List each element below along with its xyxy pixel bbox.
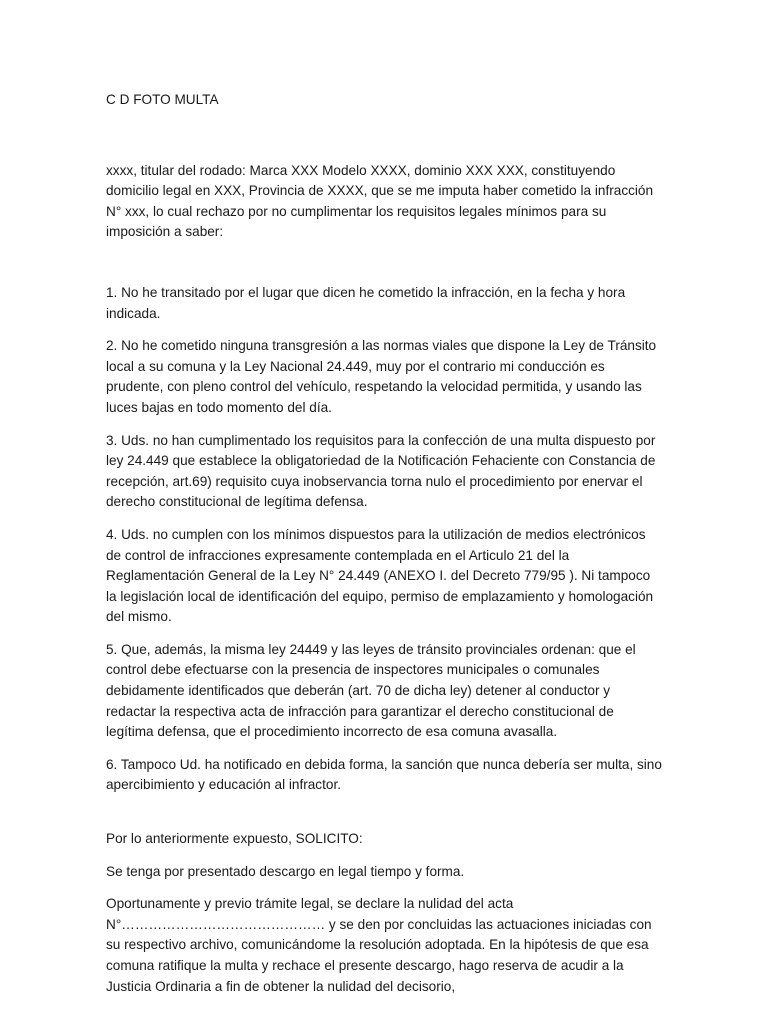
points-list: [106, 283, 662, 796]
document-title: C D FOTO MULTA: [106, 92, 219, 107]
request-paragraph: Oportunamente y previo trámite legal, se declare la nulidad del acta N°……………………………………… y se den por concluidas las actuaciones iniciadas con su respectivo archivo, comunicándome la resolución adoptada. En la hipótesis de que esa comuna ratifique la multa y rechace el presente descargo, hago reserva de acudir a la Justicia Ordinaria a fin de obtener la nulidad del decisorio,: [106, 896, 652, 994]
intro-paragraph: xxxx, titular del rodado: Marca XXX Modelo XXXX, dominio XXX XXX, constituyendo domicilio legal en XXX, Provincia de XXXX, que se me imputa haber cometido la infracción N° xxx, lo cual rechazo por no cumplimentar los requisitos legales mínimos para su imposición a saber:: [106, 162, 654, 240]
list-item: 3. Uds. no han cumplimentado los requisitos para la confección de una multa dispuesto por ley 24.449 que establece la obligatoriedad de la Notificación Fehaciente con Constancia de recepción, art.69) requisito cuya inobservancia torna nulo el procedimiento por enervar el derecho constitucional de legítima defensa.: [106, 432, 656, 510]
closing-section: [106, 829, 662, 997]
list-item: 2. No he cometido ninguna transgresión a las normas viales que dispone la Ley de Tránsito local a su comuna y la Ley Nacional 24.449, muy por el contrario mi conducción es prudente, con pleno control del vehículo, respetando la velocidad permitida, y usando las luces bajas en todo momento del día.: [106, 338, 657, 415]
document-body: [106, 90, 662, 1009]
request-paragraph: Se tenga por presentado descargo en legal tiempo y forma.: [106, 863, 465, 879]
list-item: 6. Tampoco Ud. ha notificado en debida forma, la sanción que nunca debería ser multa, sino apercibimiento y educación al infractor.: [106, 756, 662, 793]
list-item: 1. No he transitado por el lugar que dicen he cometido la infracción, en la fecha y hora indicada.: [106, 284, 626, 321]
list-item: 5. Que, además, la misma ley 24449 y las leyes de tránsito provinciales ordenan: que el control debe efectuarse con la presencia de inspectores municipales o comunales debidamente identificados que deberán (art. 70 de dicha ley) detener al conductor y redactar la respectiva acta de infracción para garantizar el derecho constitucional de legítima defensa, que el procedimiento incorrecto de esa comuna avasalla.: [106, 641, 636, 740]
list-item: 4. Uds. no cumplen con los mínimos dispuestos para la utilización de medios electrónicos de control de infracciones expresamente contemplada en el Articulo 21 del la Reglamentación General de la Ley N° 24.449 (ANEXO I. del Decreto 779/95 ). Ni tampoco la legislación local de identificación del equipo, permiso de emplazamiento y homologación del mismo.: [106, 526, 654, 625]
request-heading: Por lo anteriormente expuesto, SOLICITO:: [106, 831, 363, 847]
